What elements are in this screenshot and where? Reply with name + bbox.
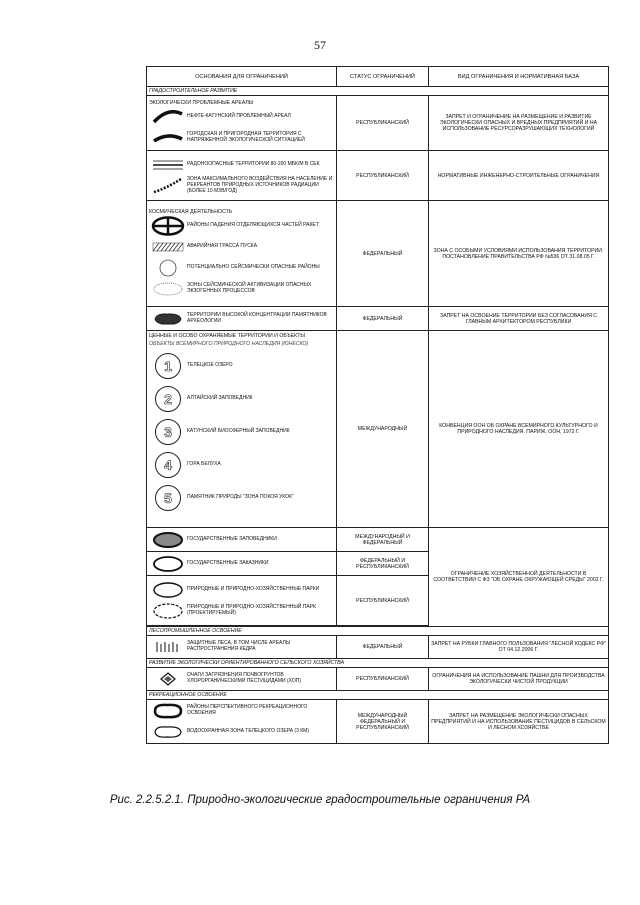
section-agri: РАЗВИТИЕ ЭКОЛОГИЧЕСКИ ОРИЕНТИРОВАННОГО СЕЛЬСКОГО ХОЗЯЙСТВА <box>147 659 609 668</box>
restriction-cell: КОНВЕНЦИЯ ООН ОБ ОХРАНЕ ВСЕМИРНОГО КУЛЬТУРНОГО И ПРИРОДНОГО НАСЛЕДИЯ. ПАРИЖ, ООН, 1972 Г. <box>429 331 609 528</box>
restriction-cell: НОРМАТИВНЫЕ ИНЖЕНЕРНО-СТРОИТЕЛЬНЫЕ ОГРАНИЧЕНИЯ <box>429 151 609 201</box>
header-row <box>147 67 609 87</box>
svg-text:3: 3 <box>164 424 172 440</box>
table-row <box>147 201 609 307</box>
list-item: РАЙОНЫ ПАДЕНИЯ ОТДЕЛЯЮЩИХСЯ ЧАСТЕЙ РАКЕТ <box>149 216 334 236</box>
hatched-band-icon <box>149 237 187 257</box>
status-cell: ФЕДЕРАЛЬНЫЙ <box>337 307 429 331</box>
section-recreation: РЕКРЕАЦИОННОЕ ОСВОЕНИЕ <box>147 691 609 700</box>
thick-curve-icon <box>149 107 187 127</box>
status-cell: ФЕДЕРАЛЬНЫЙ И РЕСПУБЛИКАНСКИЙ <box>337 552 429 576</box>
thick-curve-icon <box>149 128 187 148</box>
list-item: ЗОНА МАКСИМАЛЬНОГО ВОЗДЕЙСТВИЯ НА НАСЕЛЕНИЕ И РЕКРЕАНТОВ ПРИРОДНЫХ ИСТОЧНИКОВ РАДИАЦИИ (БОЛЕЕ 10 МЗВ/ГОД) <box>149 176 334 196</box>
unesco-site-icon <box>149 451 187 479</box>
list-item: 3 КАТУНСКИЙ БИОСФЕРНЫЙ ЗАПОВЕДНИК <box>149 418 334 446</box>
restriction-cell: ОГРАНИЧЕНИЕ ХОЗЯЙСТВЕННОЙ ДЕЯТЕЛЬНОСТИ В СООТВЕТСТВИИ С ФЗ "ОБ ОХРАНЕ ОКРУЖАЮЩЕЙ СРЕДЫ" 2002 Г. <box>429 528 609 627</box>
recreation-zone-icon <box>149 701 187 721</box>
header-status: СТАТУС ОГРАНИЧЕНИЙ <box>337 67 429 87</box>
list-item: РАДОНООПАСНЫЕ ТЕРРИТОРИИ 80-200 МБК/М В СЕК <box>149 155 334 175</box>
table-row <box>147 307 609 331</box>
list-item: ГОСУДАРСТВЕННЫЕ ЗАКАЗНИКИ <box>149 554 334 574</box>
list-item: ТЕРРИТОРИИ ВЫСОКОЙ КОНЦЕНТРАЦИИ ПАМЯТНИКОВ АРХЕОЛОГИИ <box>149 309 334 329</box>
status-cell: РЕСПУБЛИКАНСКИЙ <box>337 668 429 691</box>
forest-strokes-icon <box>149 637 187 657</box>
park-oval-icon <box>149 580 187 600</box>
list-item: РАЙОНЫ ПЕРСПЕКТИВНОГО РЕКРЕАЦИОННОГО ОСВОЕНИЯ <box>149 701 334 721</box>
diamond-icon <box>149 669 187 689</box>
restriction-cell: ОГРАНИЧЕНИЯ НА ИСПОЛЬЗОВАНИЕ ПАШНИ ДЛЯ ПРОИЗВОДСТВА ЭКОЛОГИЧЕСКИ ЧИСТОЙ ПРОДУКЦИИ <box>429 668 609 691</box>
status-cell: МЕЖДУНАРОДНЫЙ И ФЕДЕРАЛЬНЫЙ <box>337 528 429 552</box>
restriction-cell: ЗАПРЕТ НА РУБКИ ГЛАВНОГО ПОЛЬЗОВАНИЯ "ЛЕСНОЙ КОДЕКС РФ" ОТ 04.12.2006 Г. <box>429 636 609 659</box>
list-item: ВОДООХРАННАЯ ЗОНА ТЕЛЕЦКОГО ОЗЕРА (3 КМ) <box>149 722 334 742</box>
table-row <box>147 528 609 552</box>
page-number: 57 <box>314 38 326 52</box>
list-item: 1 ТЕЛЕЦКОЕ ОЗЕРО <box>149 352 334 380</box>
unesco-site-icon <box>149 484 187 512</box>
space-title: КОСМИЧЕСКАЯ ДЕЯТЕЛЬНОСТЬ <box>149 209 233 215</box>
list-item: ОЧАГИ ЗАГРЯЗНЕНИЯ ПОЧВОГРУНТОВ ХЛОРОРГАНИЧЕСКИМИ ПЕСТИЦИДАМИ (ХОП) <box>149 669 334 689</box>
svg-text:4: 4 <box>164 457 172 473</box>
table-row <box>147 668 609 691</box>
header-restriction: ВИД ОГРАНИЧЕНИЯ И НОРМАТИВНАЯ БАЗА <box>429 67 609 87</box>
list-item: 2 АЛТАЙСКИЙ ЗАПОВЕДНИК <box>149 385 334 413</box>
restriction-cell: ЗАПРЕТ НА ОСВОЕНИЕ ТЕРРИТОРИИ БЕЗ СОГЛАСОВАНИЯ С ГЛАВНЫМ АРХИТЕКТОРОМ РЕСПУБЛИКИ <box>429 307 609 331</box>
table-row <box>147 96 609 151</box>
list-item: ПРИРОДНЫЕ И ПРИРОДНО-ХОЗЯЙСТВЕННЫЕ ПАРКИ <box>149 580 334 600</box>
sanctuary-oval-icon <box>149 554 187 574</box>
header-basis: ОСНОВАНИЯ ДЛЯ ОГРАНИЧЕНИЙ <box>147 67 337 87</box>
list-item: ЗОНЫ СЕЙСМИЧЕСКОЙ АКТИВИЗАЦИИ ОПАСНЫХ ЭКЗОГЕННЫХ ПРОЦЕССОВ <box>149 279 334 299</box>
table-row <box>147 700 609 744</box>
section-urban: ГРАДОСТРОИТЕЛЬНОЕ РАЗВИТИЕ <box>147 87 609 96</box>
list-item: ГОРОДСКАЯ И ПРИГОРОДНАЯ ТЕРРИТОРИЯ С НАПРЯЖЕННОЙ ЭКОЛОГИЧЕСКОЙ СИТУАЦИЕЙ <box>149 128 334 148</box>
unesco-site-icon <box>149 385 187 413</box>
status-cell: ФЕДЕРАЛЬНЫЙ <box>337 636 429 659</box>
eco-title: ЭКОЛОГИЧЕСКИ ПРОБЛЕМНЫЕ АРЕАЛЫ <box>149 99 254 106</box>
table-row <box>147 636 609 659</box>
unesco-site-icon <box>149 418 187 446</box>
heritage-subtitle: ОБЪЕКТЫ ВСЕМИРНОГО ПРИРОДНОГО НАСЛЕДИЯ (ЮНЕСКО) <box>149 341 309 347</box>
status-cell: МЕЖДУНАРОДНЫЙ ФЕДЕРАЛЬНЫЙ И РЕСПУБЛИКАНСКИЙ <box>337 700 429 744</box>
status-cell: МЕЖДУНАРОДНЫЙ <box>337 331 429 528</box>
status-cell: ФЕДЕРАЛЬНЫЙ <box>337 201 429 307</box>
dotted-oval-icon <box>149 279 187 299</box>
hatched-lines-icon <box>149 155 187 175</box>
restrictions-table <box>146 66 609 744</box>
list-item: 4 ГОРА БЕЛУХА <box>149 451 334 479</box>
list-item: 5 ПАМЯТНИК ПРИРОДЫ "ЗОНА ПОКОЯ УКОК" <box>149 484 334 512</box>
status-cell: РЕСПУБЛИКАНСКИЙ <box>337 576 429 626</box>
svg-text:2: 2 <box>164 391 172 407</box>
heritage-title: ЦЕННЫЕ И ОСОБО ОХРАНЯЕМЫЕ ТЕРРИТОРИИ И ОБЪЕКТЫ <box>149 333 305 339</box>
restriction-cell: ЗОНА С ОСОБЫМИ УСЛОВИЯМИ ИСПОЛЬЗОВАНИЯ ТЕРРИТОРИИ. ПОСТАНОВЛЕНИЕ ПРАВИТЕЛЬСТВА РФ №536 ОТ 31.08.05 Г. <box>429 201 609 307</box>
svg-text:1: 1 <box>164 358 172 374</box>
table-row <box>147 331 609 528</box>
status-cell: РЕСПУБЛИКАНСКИЙ <box>337 151 429 201</box>
restriction-cell: ЗАПРЕТ НА РАЗМЕЩЕНИЕ ЭКОЛОГИЧЕСКИ ОПАСНЫХ ПРЕДПРИЯТИЙ И НА ИСПОЛЬЗОВАНИЕ ПЕСТИЦИДОВ В СЕЛЬСКОМ И ЛЕСНОМ ХОЗЯЙСТВЕ <box>429 700 609 744</box>
unesco-site-icon <box>149 352 187 380</box>
table-row <box>147 151 609 201</box>
list-item: ЗАЩИТНЫЕ ЛЕСА, В ТОМ ЧИСЛЕ АРЕАЛЫ РАСПРОСТРАНЕНИЯ КЕДРА <box>149 637 334 657</box>
status-cell: РЕСПУБЛИКАНСКИЙ <box>337 96 429 151</box>
rocket-fall-zone-icon <box>149 216 187 236</box>
list-item: НЕФТЕ-КАТУНСКИЙ ПРОБЛЕМНЫЙ АРЕАЛ <box>149 107 334 127</box>
list-item: ПОТЕНЦИАЛЬНО СЕЙСМИЧЕСКИ ОПАСНЫЕ РАЙОНЫ <box>149 258 334 278</box>
restriction-cell: ЗАПРЕТ И ОГРАНИЧЕНИЕ НА РАЗМЕЩЕНИЕ И РАЗВИТИЕ ЭКОЛОГИЧЕСКИ ОПАСНЫХ И ВРЕДНЫХ ПРЕДПРИЯТИЙ И НА ИСПОЛЬЗОВАНИЕ РЕСУРСОРАЗРУШАЮЩИХ ТЕХНОЛОГИЙ <box>429 96 609 151</box>
reserve-oval-icon <box>149 530 187 550</box>
list-item: ГОСУДАРСТВЕННЫЕ ЗАПОВЕДНИКИ <box>149 530 334 550</box>
list-item: АВАРИЙНАЯ ТРАССА ПУСКА <box>149 237 334 257</box>
list-item: ПРИРОДНЫЕ И ПРИРОДНО-ХОЗЯЙСТВЕННЫЙ ПАРК (ПРОЕКТИРУЕМЫЙ) <box>149 601 334 621</box>
water-zone-icon <box>149 722 187 742</box>
svg-text:5: 5 <box>164 490 172 506</box>
planned-park-oval-icon <box>149 601 187 621</box>
dashed-curve-icon <box>149 176 187 196</box>
section-forest: ЛЕСОПРОМЫШЛЕННОЕ ОСВОЕНИЕ <box>147 627 609 636</box>
archaeology-blob-icon <box>149 309 187 329</box>
figure-caption: Рис. 2.2.5.2.1. Природно-экологические градостроительные ограничения РА <box>109 794 531 806</box>
seismic-circle-icon <box>149 258 187 278</box>
